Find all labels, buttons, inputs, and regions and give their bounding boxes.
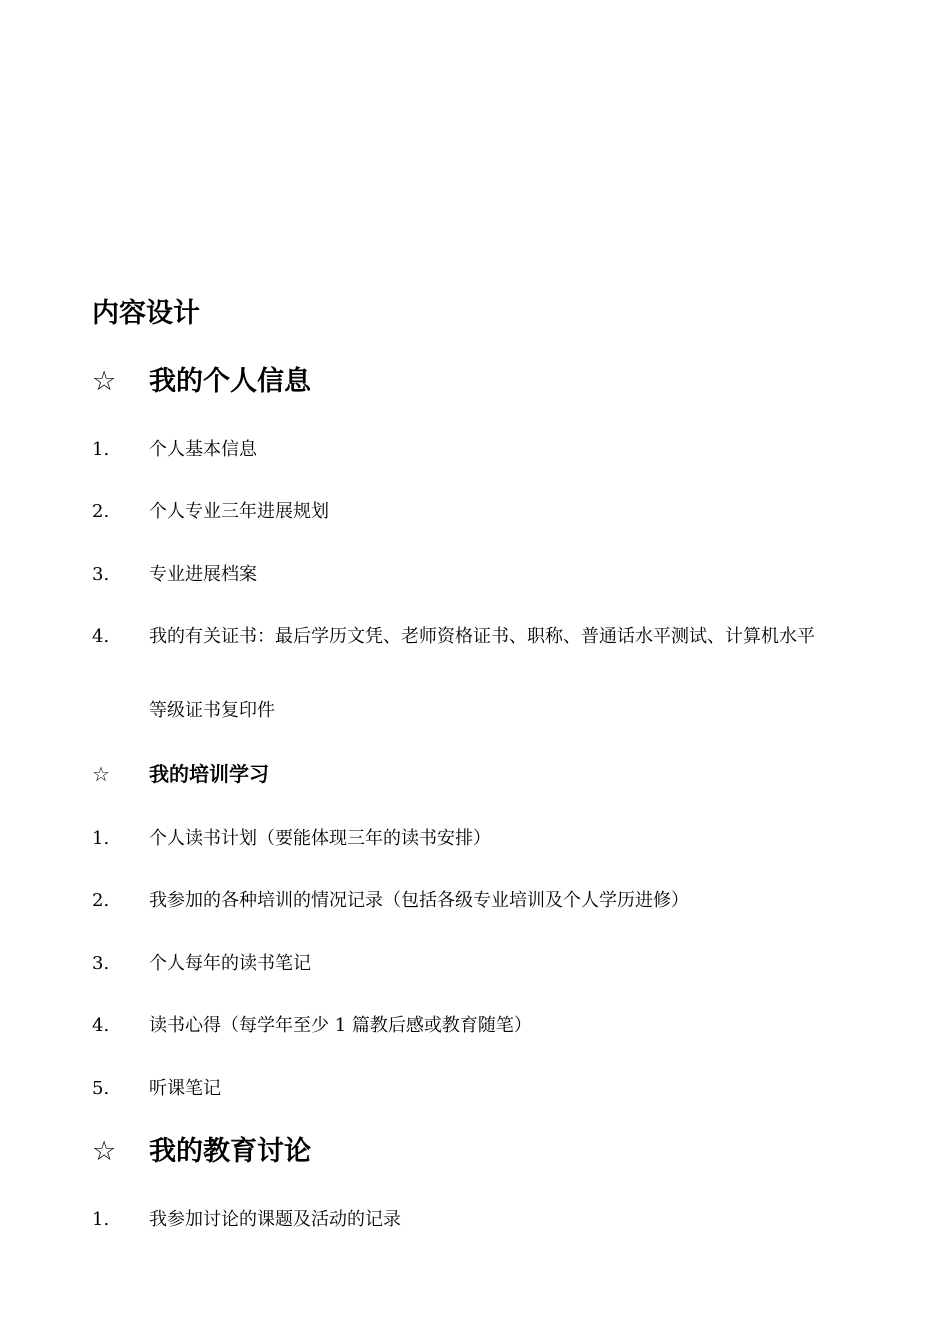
item-number: 2.	[92, 890, 110, 911]
star-icon: ☆	[92, 762, 110, 786]
section-title: 我的个人信息	[149, 366, 311, 397]
item-number: 4.	[92, 1015, 110, 1036]
item-number: 3.	[92, 953, 110, 974]
item-text: 个人每年的读书笔记	[149, 953, 311, 974]
item-text-continuation: 等级证书复印件	[149, 700, 275, 721]
item-text: 我参加的各种培训的情况记录（包括各级专业培训及个人学历进修）	[149, 890, 689, 911]
item-number: 2.	[92, 501, 110, 522]
item-number: 1.	[92, 828, 110, 849]
item-number: 5.	[92, 1078, 110, 1099]
star-icon: ☆	[92, 366, 117, 397]
item-text: 个人基本信息	[149, 439, 257, 460]
item-text: 我的有关证书：最后学历文凭、老师资格证书、职称、普通话水平测试、计算机水平	[149, 626, 815, 647]
item-number: 3.	[92, 564, 110, 585]
item-number: 1.	[92, 439, 110, 460]
item-text: 个人读书计划（要能体现三年的读书安排）	[149, 828, 491, 849]
item-number: 1.	[92, 1209, 110, 1230]
section-title: 我的培训学习	[149, 762, 269, 786]
section-title: 我的教育讨论	[149, 1136, 311, 1167]
item-text: 个人专业三年进展规划	[149, 501, 329, 522]
item-number: 4.	[92, 626, 110, 647]
item-text: 听课笔记	[149, 1078, 221, 1099]
item-text: 专业进展档案	[149, 564, 257, 585]
star-icon: ☆	[92, 1136, 117, 1167]
item-text: 我参加讨论的课题及活动的记录	[149, 1209, 401, 1230]
item-text: 读书心得（每学年至少 1 篇教后感或教育随笔）	[149, 1015, 532, 1036]
document-title: 内容设计	[92, 298, 200, 329]
